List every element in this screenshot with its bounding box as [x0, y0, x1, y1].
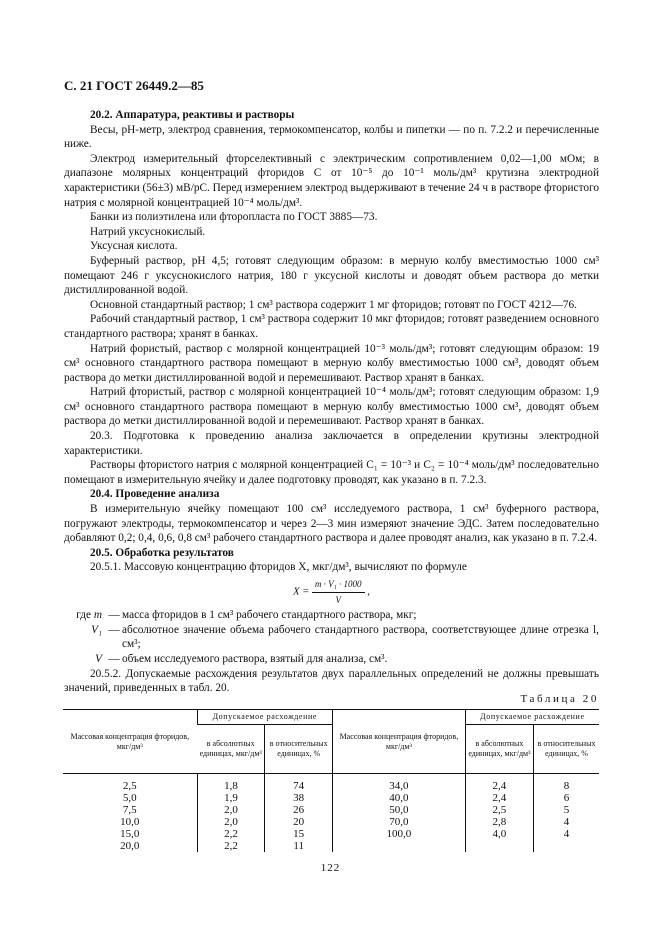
cell-abs: 2,2 — [197, 840, 265, 852]
cell-conc: 40,0 — [333, 792, 466, 804]
paragraph: 20.5.2. Допускаемые расхождения результатов двух параллельных определений не должны превышать значений, приведенных в табл. 20. — [64, 667, 599, 695]
cell-abs: 2,4 — [465, 774, 533, 793]
table-row — [63, 828, 599, 840]
section-20-4-title: 20.4. Проведение анализа — [90, 488, 220, 501]
paragraph: Натрий фтористый, раствор с молярной концентрацией 10⁻⁴ моль/дм³; готовят следующим образом: 1,9 см³ основного стандартного раствора помещают в мерную колбу вместимостью 1000 см³, доводят объем раствора до метки дистиллированной водой и перемешивают. Раствор хранят в банках. — [64, 386, 599, 428]
header-mass-right: Массовая концентрация фторидов, мкг/дм³ — [333, 710, 466, 774]
cell-rel: 26 — [265, 804, 333, 816]
cell-abs: 1,8 — [197, 774, 265, 793]
cell-conc — [333, 840, 466, 852]
cell-abs: 2,8 — [465, 816, 533, 828]
table-title: Таблица 20 — [520, 693, 599, 705]
cell-rel: 6 — [534, 792, 599, 804]
cell-abs: 1,9 — [197, 792, 265, 804]
cell-abs: 4,0 — [465, 828, 533, 840]
table-row — [63, 774, 599, 793]
table-20 — [63, 709, 599, 852]
paragraph: Электрод измерительный фторселективный с электрическим сопротивлением 0,02—1,00 мОм; в диапазоне молярных концентраций фторидов C от 10⁻⁵ до 10⁻¹ моль/дм³ крутизна электродной характеристики (56±3) мВ/pC. Перед измерением электрод выдерживают в течение 24 ч в растворе фтористого натрия с молярной концентрацией 10⁻⁴ моль/дм³. — [64, 152, 600, 209]
header-abs-right: в абсолютных единицах, мкг/дм³ — [465, 725, 533, 774]
cell-rel: 15 — [265, 828, 333, 840]
table-row — [63, 804, 599, 816]
cell-rel: 5 — [534, 804, 599, 816]
formula-tail: , — [367, 586, 370, 598]
paragraph: Натрий фористый, раствор с молярной концентрацией 10⁻³ моль/дм³; готовят следующим образом: 19 см³ основного стандартного раствора помещают в мерную колбу вместимостью 1000 см³, доводят объем раствора до метки дистиллированной водой и перемешивают. Раствор хранят в банках. — [64, 342, 599, 384]
cell-rel — [534, 840, 599, 852]
cell-conc: 100,0 — [333, 828, 466, 840]
cell-conc: 70,0 — [333, 816, 466, 828]
legend-symbol — [64, 608, 106, 623]
body-text — [64, 108, 599, 696]
table-row — [63, 816, 599, 828]
cell-rel: 8 — [534, 774, 599, 793]
legend-symbol: V₁ — [91, 623, 102, 636]
cell-conc: 20,0 — [120, 840, 140, 852]
cell-abs: 2,4 — [465, 792, 533, 804]
section-20-5-title: 20.5. Обработка результатов — [90, 546, 234, 559]
cell-conc: 34,0 — [333, 774, 466, 793]
legend-dash: — — [108, 652, 120, 665]
cell-abs: 2,5 — [465, 804, 533, 816]
cell-conc: 10,0 — [120, 816, 140, 828]
paragraph: Весы, рН-метр, электрод сравнения, термокомпенсатор, колбы и пипетки — по п. 7.2.2 и перечисленные ниже. — [64, 123, 599, 151]
header-rel-right: в относительных единицах, % — [534, 725, 599, 774]
cell-rel: 11 — [265, 840, 333, 852]
page-header: С. 21 ГОСТ 26449.2—85 — [64, 78, 204, 93]
cell-conc: 50,0 — [333, 804, 466, 816]
formula — [64, 577, 599, 607]
legend-row — [64, 608, 599, 623]
formula-denominator: V — [335, 594, 341, 605]
legend-symbol-name: m — [93, 609, 102, 622]
paragraph: Буферный раствор, рН 4,5; готовят следующим образом: в мерную колбу вместимостью 1000 см³ помещают 246 г уксуснокислого натрия, 180 г уксусной кислоты и доводят объем раствора до метки дистиллированной водой. — [64, 254, 599, 297]
table-row — [63, 792, 599, 804]
paragraph: Натрий уксуснокислый. — [90, 225, 206, 238]
legend-prefix: где — [76, 609, 91, 622]
cell-abs: 2,0 — [197, 804, 265, 816]
cell-rel: 74 — [265, 774, 333, 793]
legend-dash: — — [108, 623, 120, 636]
cell-conc: 5,0 — [122, 792, 137, 804]
cell-abs: 2,0 — [197, 816, 265, 828]
paragraph: 20.5.1. Массовую концентрацию фторидов X, мкг/дм³, вычисляют по формуле — [90, 561, 467, 574]
cell-rel: 20 — [265, 816, 333, 828]
header-abs-left: в абсолютных единицах, мкг/дм³ — [197, 725, 265, 774]
paragraph: 20.3. Подготовка к проведению анализа заключается в определении крутизны электродной характеристики. — [64, 430, 599, 457]
formula-fraction — [312, 577, 365, 607]
cell-conc: 7,5 — [122, 804, 137, 816]
legend-text: объем исследуемого раствора, взятый для анализа, см³. — [122, 652, 388, 665]
paragraph: Банки из полиэтилена или фторопласта по ГОСТ 3885—73. — [90, 211, 378, 224]
cell-abs: 2,2 — [197, 828, 265, 840]
header-span-left: Допускаемое расхождение — [197, 710, 332, 725]
formula-lhs: X = — [293, 586, 310, 598]
legend-row — [64, 623, 599, 652]
paragraph: Рабочий стандартный раствор, 1 см³ раствора содержит 10 мкг фторидов; готовят разведением основного стандартного раствора; хранят в банках. — [64, 313, 599, 340]
legend-dash: — — [108, 609, 120, 622]
cell-conc: 15,0 — [120, 828, 140, 840]
table-row — [63, 840, 599, 852]
header-mass-left: Массовая концентрация фторидов, мкг/дм³ — [63, 710, 197, 774]
cell-rel: 4 — [534, 816, 599, 828]
page-number: 122 — [320, 862, 341, 874]
cell-abs — [465, 840, 533, 852]
paragraph: Уксусная кислота. — [90, 240, 178, 253]
cell-rel: 38 — [265, 792, 333, 804]
paragraph: В измерительную ячейку помещают 100 см³ исследуемого раствора, 1 см³ буферного раствора, погружают электроды, термокомпенсатор и через 2—3 мин измеряют значение ЭДС. Затем последовательно добавляют 0,2; 0,4, 0,6, 0,8 см³ рабочего стандартного раствора и далее проводят анализ, как указано в п. 7.2.4. — [64, 503, 599, 545]
header-rel-left: в относительных единицах, % — [265, 725, 333, 774]
header-span-right: Допускаемое расхождение — [465, 710, 599, 725]
paragraph: Основной стандартный раствор; 1 см³ раствора содержит 1 мг фторидов; готовят по ГОСТ 4212—76. — [90, 298, 577, 311]
legend-row — [64, 652, 599, 667]
legend-symbol: V — [95, 652, 102, 665]
legend-text: абсолютное значение объема рабочего стандартного раствора, соответствующее длине отрезка l, см³; — [122, 623, 599, 651]
cell-rel: 4 — [534, 828, 599, 840]
paragraph: Растворы фтористого натрия с молярной концентрацией C₁ = 10⁻³ и C₂ = 10⁻⁴ моль/дм³ последовательно помещают в измерительную ячейку и далее подготовку проводят, как указано в п. 7.2.3. — [64, 459, 599, 486]
formula-numerator: m · V₁ · 1000 — [312, 577, 365, 593]
section-20-2-title: 20.2. Аппаратура, реактивы и растворы — [90, 109, 295, 121]
legend-text: масса фторидов в 1 см³ рабочего стандартного раствора, мкг; — [122, 609, 417, 622]
cell-conc: 2,5 — [122, 780, 137, 792]
